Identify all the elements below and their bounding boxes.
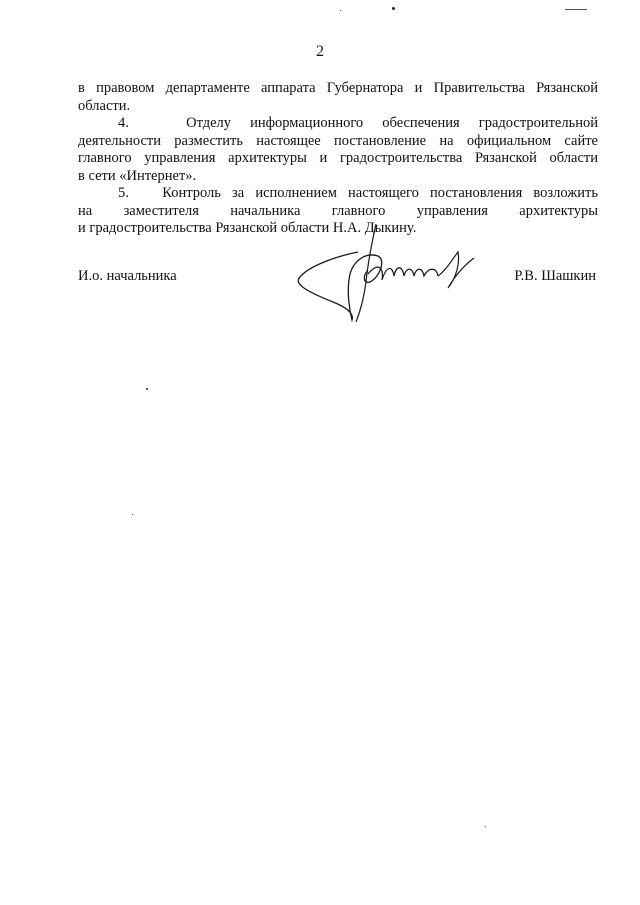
text-line: деятельности разместить настоящее постановление на официальном сайте bbox=[78, 132, 598, 149]
text-line: главного управления архитектуры и градостроительства Рязанской области bbox=[78, 150, 598, 166]
text-line: 5. Контроль за исполнением настоящего постановления возложить bbox=[118, 185, 598, 201]
scan-speck bbox=[392, 7, 395, 10]
paragraph-1 bbox=[78, 80, 598, 115]
scan-speck bbox=[485, 826, 486, 827]
scan-speck bbox=[146, 388, 148, 390]
page-number: 2 bbox=[316, 43, 324, 60]
signatory-position: И.о. начальника bbox=[78, 268, 177, 284]
signatory-name: Р.В. Шашкин bbox=[514, 268, 596, 284]
scan-mark bbox=[565, 9, 587, 10]
text-line: и градостроительства Рязанской области Н.А. Дыкину. bbox=[78, 220, 417, 236]
text-line: области. bbox=[78, 97, 131, 114]
scan-speck bbox=[340, 10, 341, 11]
paragraph-2 bbox=[78, 115, 598, 185]
scan-speck bbox=[132, 514, 133, 515]
handwritten-signature bbox=[288, 222, 478, 327]
text-line: в сети «Интернет». bbox=[78, 167, 197, 184]
text-line: на заместителя начальника главного управления архитектуры bbox=[78, 202, 598, 219]
text-line: 4. Отделу информационного обеспечения градостроительной bbox=[118, 115, 598, 131]
text-line: в правовом департаменте аппарата Губернатора и Правительства Рязанской bbox=[78, 80, 598, 96]
